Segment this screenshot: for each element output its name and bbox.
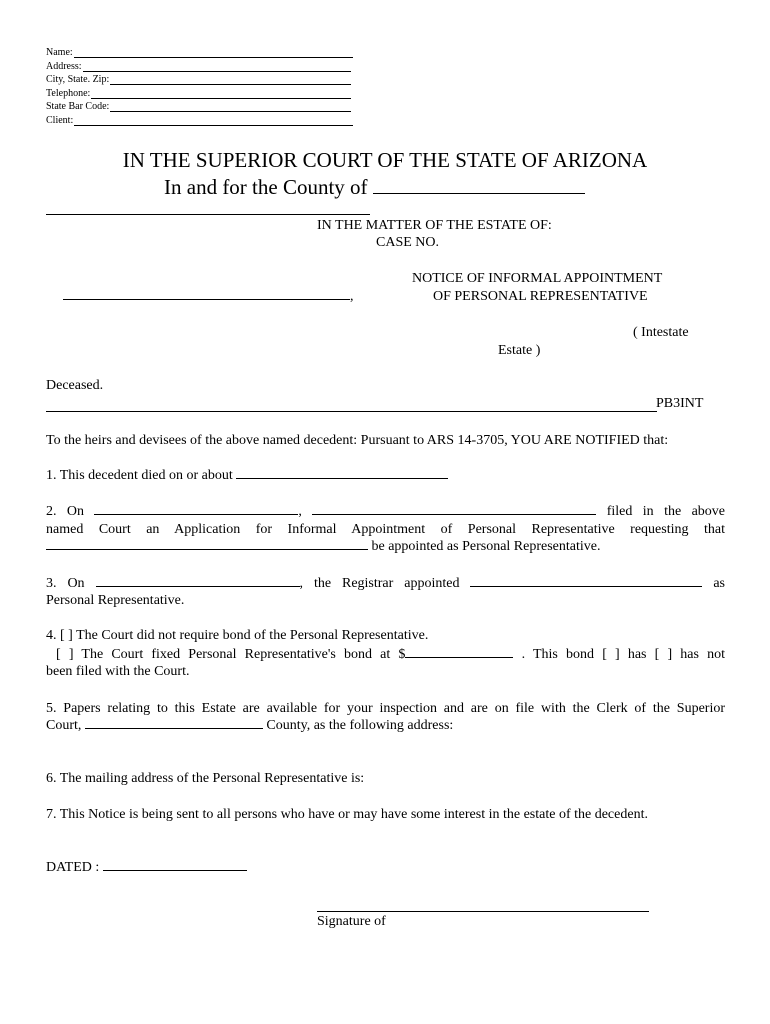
application-date-field[interactable] <box>94 514 298 515</box>
case-number-label: CASE NO. <box>376 235 440 250</box>
attorney-telephone-label: Telephone: <box>46 88 91 99</box>
attorney-bar-code-label: State Bar Code: <box>46 101 110 112</box>
attorney-name-label: Name: <box>46 47 73 58</box>
attorney-telephone-field[interactable] <box>46 87 351 101</box>
decedent-name-line[interactable] <box>63 299 350 300</box>
paragraph-1-text: 1. This decedent died on or about <box>46 468 233 483</box>
county-heading <box>164 175 585 200</box>
bond-amount-field[interactable] <box>405 657 513 658</box>
deceased-label: Deceased. <box>46 378 104 393</box>
paragraph-6: 6. The mailing address of the Personal Representative is: <box>46 771 365 786</box>
paragraph-2-on: 2. On <box>46 504 85 519</box>
bond-not-required-checkbox[interactable]: 4. [ ] The Court did not require bond of the Personal Representative. <box>46 628 429 643</box>
notice-title-line-2: OF PERSONAL REPRESENTATIVE <box>433 289 648 304</box>
requested-representative-field[interactable] <box>46 549 368 550</box>
bond-filed-status[interactable]: . This bond [ ] has [ ] has not <box>521 647 726 662</box>
matter-of-estate-label: IN THE MATTER OF THE ESTATE OF: <box>317 218 552 233</box>
paragraph-2-line-3 <box>46 539 600 555</box>
estate-label: Estate ) <box>498 343 541 358</box>
paragraph-5-county: County, as the following address: <box>266 718 454 733</box>
applicant-name-field[interactable] <box>312 514 596 515</box>
signature-line[interactable] <box>317 911 649 912</box>
paragraph-2-appointed: be appointed as Personal Representative. <box>371 539 601 554</box>
bond-fixed-checkbox[interactable]: [ ] The Court fixed Personal Representative's bond at $ <box>56 647 406 662</box>
court-heading: IN THE SUPERIOR COURT OF THE STATE OF ARIZONA <box>122 148 648 172</box>
notice-title-line-1: NOTICE OF INFORMAL APPOINTMENT <box>412 271 663 286</box>
paragraph-3-line-1 <box>46 575 725 593</box>
paragraph-4-line-2 <box>46 646 725 664</box>
court-county-field[interactable] <box>85 728 263 729</box>
caption-bottom-rule <box>46 411 657 412</box>
paragraph-3-line-2: Personal Representative. <box>46 593 185 608</box>
paragraph-5-line-1: 5. Papers relating to this Estate are available for your inspection and are on file with the Clerk of the Superior <box>46 701 725 716</box>
intestate-label: ( Intestate <box>633 325 689 340</box>
paragraph-2-line-1 <box>46 503 725 521</box>
attorney-city-field[interactable] <box>46 73 351 87</box>
paragraph-5-line-2 <box>46 718 453 734</box>
attorney-address-label: Address: <box>46 61 82 72</box>
paragraph-2-filed: filed in the above <box>606 504 726 519</box>
paragraph-7: 7. This Notice is being sent to all persons who have or may have some interest in the estate of the decedent. <box>46 807 648 822</box>
signature-label: Signature of <box>317 914 386 929</box>
attorney-name-field[interactable] <box>46 46 353 60</box>
paragraph-3-on: 3. On <box>46 576 85 591</box>
attorney-city-label: City, State. Zip: <box>46 74 110 85</box>
dated-field[interactable] <box>103 870 247 871</box>
attorney-bar-code-field[interactable] <box>46 100 351 114</box>
appointed-representative-field[interactable] <box>470 586 702 587</box>
paragraph-1 <box>46 468 448 484</box>
attorney-address-field[interactable] <box>46 60 351 74</box>
paragraph-3-registrar: , the Registrar appointed <box>299 576 460 591</box>
paragraph-5-court: Court, <box>46 718 82 733</box>
county-name-field[interactable] <box>373 193 585 194</box>
paragraph-4-line-3: been filed with the Court. <box>46 664 190 679</box>
county-heading-label: In and for the County of <box>164 175 368 199</box>
date-of-death-field[interactable] <box>236 478 448 479</box>
appointment-date-field[interactable] <box>96 586 300 587</box>
attorney-client-field[interactable] <box>46 114 353 128</box>
decedent-name-field[interactable] <box>63 289 354 305</box>
form-code: PB3INT <box>656 396 704 411</box>
paragraph-2-line-2: named Court an Application for Informal Appointment of Personal Representative requesting that <box>46 522 725 537</box>
dated-label: DATED : <box>46 860 100 875</box>
paragraph-3-as: as <box>713 576 725 591</box>
notice-intro: To the heirs and devisees of the above named decedent: Pursuant to ARS 14-3705, YOU ARE NOTIFIED that: <box>46 433 669 448</box>
decedent-name-comma: , <box>350 289 354 304</box>
dated-row <box>46 860 247 876</box>
attorney-client-label: Client: <box>46 115 74 126</box>
paragraph-2-comma: , <box>298 504 302 519</box>
caption-top-rule <box>46 214 370 215</box>
